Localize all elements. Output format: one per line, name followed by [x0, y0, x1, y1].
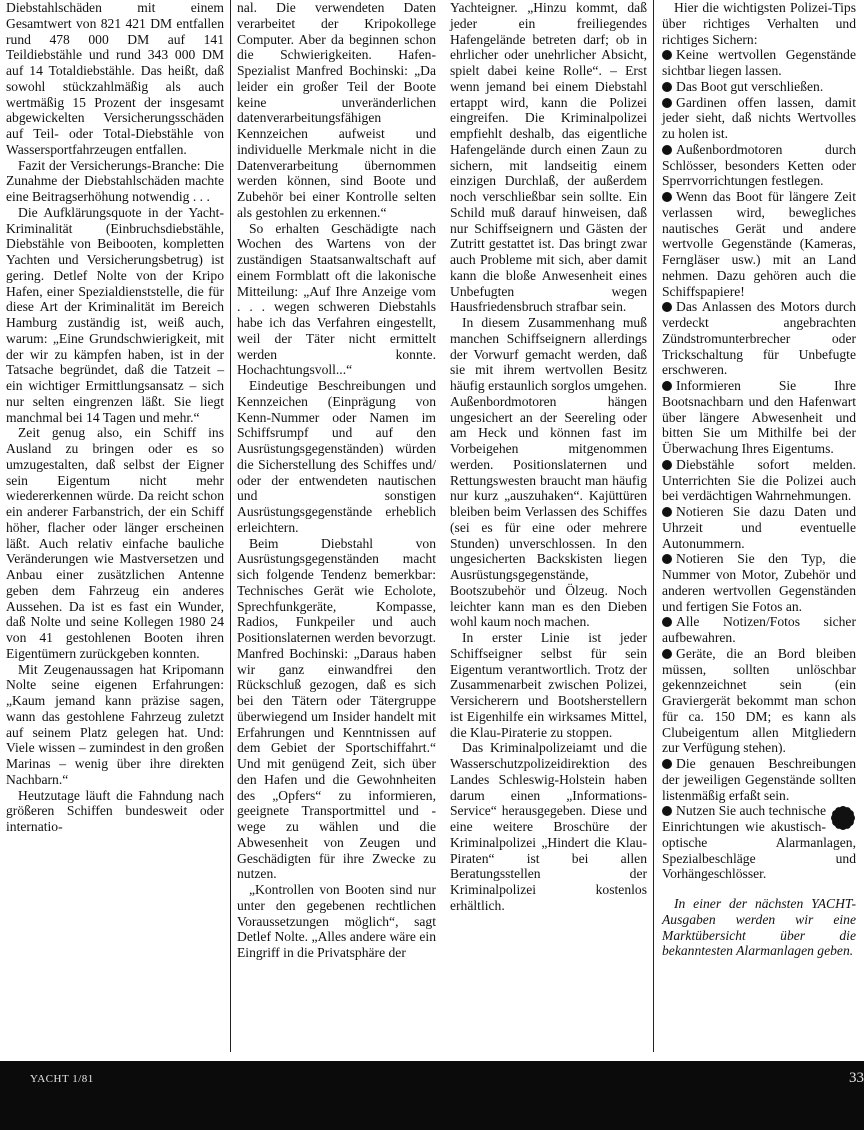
paragraph: Beim Diebstahl von Ausrüstungsgegenständen macht sich folgende Tendenz bemerkbar: Technisches Gerät wie Echolote, Sprechfunkgeräte, Kompasse, Radios, Funkpeiler und auch Positionslaternen werden bevorzugt. Manfred Bochinski: „Daraus haben wir ganz einwandfrei den Rückschluß gezogen, daß es sich bei den Tätern oder Tätergruppe überwiegend um Insider handelt mit Erfahrungen und Kenntnissen auf dem Gebiet der Sportschiffahrt.“ Und mit genügend Zeit, sich über den Hafen und die Gewohnheiten des „Opfers“ zu informieren, geeignete Transportmittel und -wege zu wählen und die Abwesenheit von Zeugen und Geschädigten für ihre Zwecke zu nutzen.: [237, 535, 436, 882]
article-columns: [4, 0, 860, 1052]
bullet-icon: [662, 460, 672, 470]
paragraph: Heutzutage läuft die Fahndung nach größeren Schiffen bundesweit oder internatio-: [6, 787, 224, 834]
tip-item: [662, 614, 856, 646]
paragraph: Eindeutige Beschreibungen und Kennzeichen (Einprägung von Kenn-Nummer oder Namen im Schiffsrumpf und auf den Ausrüstungsgegenständen) würden die Sicherstellung des Schiffes und/ oder der entwendeten nautischen und sonstigen Ausrüstungsgegenstände erheblich erleichtern.: [237, 378, 436, 535]
tip-item: [662, 189, 856, 299]
bullet-icon: [662, 145, 672, 155]
article-column-2: [230, 0, 444, 1052]
tip-item: [662, 47, 856, 79]
tip-text: Außenbordmotoren durch Schlösser, besonders Ketten oder Sperrvorrichtungen festlegen.: [662, 141, 856, 189]
end-mark-icon: [830, 805, 856, 831]
tips-column: [653, 0, 860, 1052]
paragraph: Die Aufklärungsquote in der Yacht-Kriminalität (Einbruchsdiebstähle, Diebstähle von Beibooten, kompletten Yachten und Versicherungsbetrug) ist gering. Detlef Nolte von der Kripo Hafen, einer Spezialdienststelle, die für diese Art der Kriminalität im Bereich Hamburg zuständig ist, weiß auch, warum: „Eine Grundschwierigkeit, mit der wir zu kämpfen haben, ist in der Tatsache begründet, daß die Tatzeit – ein wichtiger Ermittlungsansatz – sich nur selten eingrenzen läßt. Sie liegt manchmal bei 14 Tagen und mehr.“: [6, 204, 224, 425]
tip-item: [662, 79, 856, 95]
paragraph: Diebstahlschäden mit einem Gesamtwert von 821 421 DM entfallen rund 478 000 DM auf 141 Teildiebstähle und rund 343 000 DM auf 14 Totaldiebstähle. Das heißt, daß sowohl stückzahlmäßig als auch wertmäßig 15 Prozent der insgesamt abgewickelten Versicherungsschäden auf Teil- oder Total-Diebstähle von Wassersportfahrzeugen entfallen.: [6, 0, 224, 157]
tips-intro: Hier die wichtigsten Polizei-Tips über richtiges Verhalten und richtiges Sichern:: [662, 0, 856, 47]
bullet-icon: [662, 192, 672, 202]
paragraph: Mit Zeugenaussagen hat Kripomann Nolte seine eigenen Erfahrungen: „Kaum jemand kann präzise sagen, wann das gestohlene Fahrzeug zuletzt auf seinem Platz gelegen hat. Und: Viele wissen – zumindest in den großen Marinas – wenig über ihre direkten Nachbarn.“: [6, 661, 224, 787]
article-column-3: [444, 0, 653, 1052]
tip-text: Informieren Sie Ihre Bootsnachbarn und den Hafenwart über längere Abwesenheit und bitten Sie um Mithilfe bei der Überwachung Ihres Eigentums.: [662, 378, 856, 456]
magazine-issue: YACHT 1/81: [30, 1073, 94, 1085]
bullet-icon: [662, 381, 672, 391]
tip-text: Diebstähle sofort melden. Unterrichten Sie die Polizei auch bei verdächtigen Wahrnehmungen.: [662, 456, 856, 504]
tip-text: Notieren Sie den Typ, die Nummer von Motor, Zubehör und anderen wertvollen Gegenständen und fertigen Sie Fotos an.: [662, 551, 856, 614]
bullet-icon: [662, 806, 672, 816]
page-footer: [0, 1061, 864, 1130]
bullet-icon: [662, 617, 672, 627]
tip-text: Das Anlassen des Motors durch verdeckt angebrachten Zündstromunterbrecher oder Trickschaltung für Unbefugte erschweren.: [662, 299, 856, 378]
tip-text: Gardinen offen lassen, damit jeder sieht, daß nichts Wertvolles zu holen ist.: [662, 94, 856, 141]
article-column-1: [4, 0, 230, 1052]
tip-text: Die genauen Beschreibungen der jeweiligen Gegenstände sollten listenmäßig erfaßt sein.: [662, 756, 856, 803]
bullet-icon: [662, 98, 672, 108]
tip-item: [662, 646, 856, 756]
tips-list: [662, 47, 856, 882]
bullet-icon: [662, 50, 672, 60]
page-number: 33: [849, 1070, 864, 1086]
bullet-icon: [662, 82, 672, 92]
bullet-icon: [662, 507, 672, 517]
bullet-icon: [662, 759, 672, 769]
paragraph: Fazit der Versicherungs-Branche: Die Zunahme der Diebstahlschäden machte eine Beitragserhöhung notwendig . . .: [6, 157, 224, 204]
tip-item: [662, 299, 856, 378]
closing-text: In einer der nächsten YACHT-Ausgaben werden wir eine Marktübersicht über die bekanntesten Alarmanlagen geben.: [662, 896, 856, 959]
tip-text: Notieren Sie dazu Daten und Uhrzeit und eventuelle Autonummern.: [662, 504, 856, 551]
tip-item: [662, 457, 856, 504]
tip-item: [662, 551, 856, 614]
paragraph: Yachteigner. „Hinzu kommt, daß jeder ein freiliegendes Hafengelände betreten darf; ob in ehrlicher oder unehrlicher Absicht, spielt dabei keine Rolle“. – Erst wenn jemand bei einem Diebstahl ertappt wird, kann die Polizei eingreifen. Die Kriminalpolizei empfiehlt deshalb, das eigentliche Hafengelände durch einen Zaun zu sichern, mit landseitig einem einzigen Durchlaß, der außerdem noch verschließbar sein sollte. Ein Schild muß darauf hinweisen, daß nur Schiffseignern und Gästen der Zutritt gestattet ist. Das bringt zwar auch Probleme mit sich, aber damit kann die bloße Anwesenheit eines Unbefugten wegen Hausfriedensbruch strafbar sein.: [450, 0, 647, 315]
paragraph: Das Kriminalpolizeiamt und die Wasserschutzpolizeidirektion des Landes Schleswig-Holstein haben darum einen „Informations-Service“ herausgegeben. Diese und eine weitere Broschüre der Kriminalpolizei „Hindert die Klau-Piraten“ ist bei allen Beratungsstellen der Kriminalpolizei kostenlos erhältlich.: [450, 740, 647, 913]
tip-item: [662, 378, 856, 457]
tip-item: [662, 504, 856, 551]
tip-text: Keine wertvollen Gegenstände sichtbar liegen lassen.: [662, 47, 856, 78]
paragraph: In diesem Zusammenhang muß manchen Schiffseignern allerdings der Vorwurf gemacht werden, daß sie mit ihrem wertvollen Besitz häufig erstaunlich sorglos umgehen. Außenbordmotoren hängen ungesichert an der Seereling oder am Heck und können fast im Vorbeigehen mitgenommen werden. Positionslaternen und Rettungswesten braucht man häufig nur kurz „auszuhaken“. Kajüttüren bleiben beim Verlassen des Schiffes (sei es für eine oder mehrere Stunden) unverschlossen. In den ungesicherten Backskisten liegen Ausrüstungsgegenstände, Bootszubehör und Ölzeug. Noch leichter kann man es den Dieben wohl kaum noch machen.: [450, 315, 647, 630]
paragraph: In erster Linie ist jeder Schiffseigner selbst für sein Eigentum verantwortlich. Trotz der Zusammenarbeit zwischen Polizei, Versicherern und Bootsherstellern ist Eigenhilfe ein wirksames Mittel, die Klau-Piraterie zu stoppen.: [450, 630, 647, 740]
bullet-icon: [662, 554, 672, 564]
paragraph: nal. Die verwendeten Daten verarbeitet der Kripokollege Computer. Aber da beginnen schon die Schwierigkeiten. Hafen-Spezialist Manfred Bochinski: „Da leider ein großer Teil der Boote keine unveränderlichen datenverarbeitungsfähigen Kennzeichen aufweist und individuelle Merkmale nicht in die Datenverarbeitung übernommen werden können, sind Boote und Zubehör bei einer Kontrolle selten als gestohlen zu erkennen.“: [237, 0, 436, 220]
paragraph: Zeit genug also, ein Schiff ins Ausland zu bringen oder es so umzugestalten, daß selbst der Eigner sein Eigentum nicht mehr wiedererkennen würde. Da reicht schon ein anderer Farbanstrich, der ein Schiff höher, flacher oder länger erscheinen läßt. Auch relativ einfache bauliche Veränderungen wie Mastversetzen und Anbau einer zusätzlichen Antenne geben dem Fahrzeug ein anderes Aussehen. Da ist es fast ein Wunder, daß Nolte und seine Kollegen 1980 24 von 41 gestohlenen Booten ihren Eigentümern zurückgeben konnten.: [6, 425, 224, 661]
bullet-icon: [662, 649, 672, 659]
paragraph: So erhalten Geschädigte nach Wochen des Wartens von der zuständigen Staatsanwaltschaft auf einem Formblatt oft die lakonische Mitteilung: „Auf Ihre Anzeige vom . . . wegen schweren Diebstahls habe ich das Verfahren eingestellt, weil der Täter nicht ermittelt werden konnte. Hochachtungsvoll...“: [237, 220, 436, 378]
tip-item: [662, 756, 856, 803]
tip-text: Nutzen Sie auch technische Einrichtungen wie akustisch-optische Alarmanlagen, Spezialbeschläge und Vorhängeschlösser.: [662, 803, 856, 882]
tip-text: Das Boot gut verschließen.: [676, 78, 824, 94]
closing-note: [662, 896, 856, 959]
tip-text: Wenn das Boot für längere Zeit verlassen wird, bewegliches nautisches Gerät und andere wertvolle Gegenstände (Kameras, Ferngläser usw.) mit an Land nehmen. Dazu gehören auch die Schiffspapiere!: [662, 189, 856, 299]
tip-item: [662, 95, 856, 142]
tip-item: [662, 142, 856, 189]
tip-item: [662, 803, 856, 882]
paragraph: „Kontrollen von Booten sind nur unter den gegebenen rechtlichen Voraussetzungen möglich“, sagt Detlef Nolte. „Alles andere wäre ein Eingriff in die Privatsphäre der: [237, 882, 436, 960]
bullet-icon: [662, 302, 672, 312]
tip-text: Geräte, die an Bord bleiben müssen, sollten unlöschbar gekennzeichnet sein (ein Graviergerät bekommt man schon für ca. 150 DM; es kann als Clubeigentum allen Mitgliedern zur Verfügung stehen).: [662, 645, 856, 756]
tip-text: Alle Notizen/Fotos sicher aufbewahren.: [662, 614, 856, 645]
